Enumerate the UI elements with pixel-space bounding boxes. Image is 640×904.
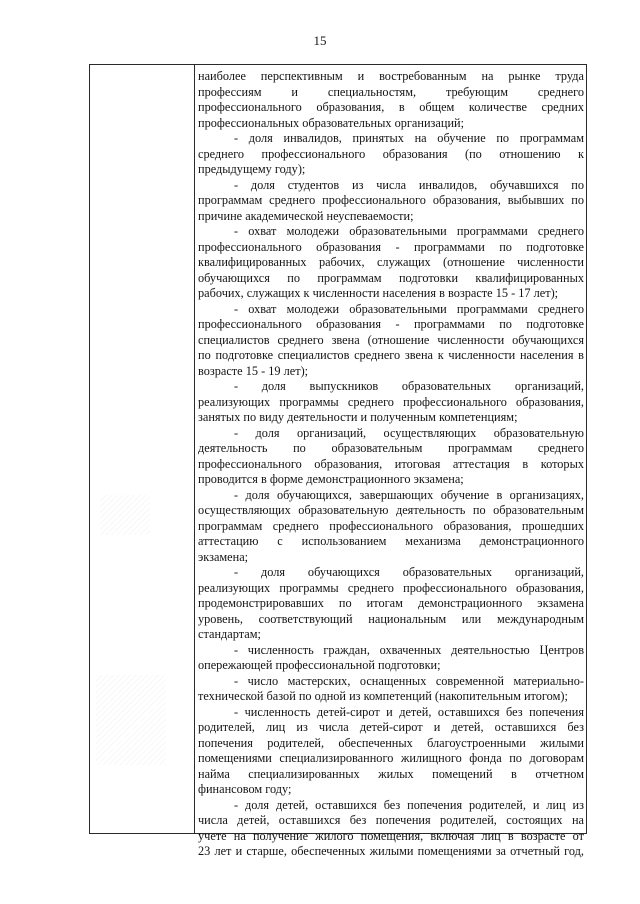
text-line: родителей, лиц из числа детей-сирот и детей, оставшихся без (198, 720, 584, 734)
scan-noise-left (96, 675, 166, 765)
text-line: рабочих, служащих к численности населения в возрасте 15 - 17 лет); (198, 286, 559, 300)
text-line: помещениями специализированного жилищного фонда по договорам (198, 751, 584, 765)
text-line: - доля обучающихся образовательных организаций, (234, 565, 584, 579)
text-line: программам среднего профессионального образования, прошедших (198, 518, 584, 533)
text-line: - число мастерских, оснащенных современной материально- (234, 673, 584, 688)
text-line: наиболее перспективным и востребованным на рынке труда (198, 69, 584, 83)
text-line: - охват молодежи образовательными программами среднего (234, 301, 584, 316)
text-line: профессионального образования, итоговая аттестация в которых (198, 456, 584, 471)
text-line: предыдущему году); (198, 162, 306, 176)
document-table (89, 64, 587, 858)
text-line: реализующих программы среднего профессионального образования, (198, 394, 584, 409)
text-line: квалифицированных рабочих, служащих (отношение численности (198, 255, 584, 269)
text-line: аттестацию с использованием механизма демонстрационного (198, 534, 584, 548)
text-line: занятых по виду деятельности и полученным компетенциям; (198, 410, 518, 424)
text-line: профессионального образования, в общем количестве средних (198, 100, 584, 114)
text-line: профессиональных образовательных организаций; (198, 115, 465, 130)
text-line: - численность детей-сирот и детей, оставшихся без попечения (234, 704, 584, 719)
text-line: по подготовке специалистов среднего звена к численности населения в (198, 348, 584, 362)
text-line: технической базой по одной из компетенций (накопительным итогом); (198, 689, 568, 703)
text-line: специалистов среднего звена (отношение численности обучающихся (198, 332, 584, 347)
text-line: опережающей профессиональной подготовки; (198, 658, 441, 672)
text-line: осуществляющих образовательную деятельность по образовательным (198, 503, 584, 517)
text-line: возрасте 15 - 19 лет); (198, 363, 309, 378)
text-line: профессионального образования - программами по подготовке (198, 317, 584, 331)
left-column-cell (90, 65, 195, 833)
text-line: - доля студентов из числа инвалидов, обучавшихся по (234, 177, 584, 192)
text-line: 23 лет и старше, обеспеченных жилыми помещениями за отчетный год, (198, 844, 584, 858)
scan-noise-left-lower (100, 495, 150, 535)
text-line: - охват молодежи образовательными программами среднего (234, 224, 584, 238)
text-line: - доля обучающихся, завершающих обучение в организациях, (234, 487, 584, 502)
text-line: попечения родителей, обеспеченных благоустроенными жилыми (198, 735, 584, 750)
text-line: причине академической неуспеваемости; (198, 208, 414, 223)
text-line: - доля инвалидов, принятых на обучение по программам (234, 131, 584, 145)
text-line: продемонстрировавших по итогам демонстрационного экзамена (198, 596, 584, 610)
text-line: профессионального образования - программами по подготовке (198, 239, 584, 254)
text-line: учете на получение жилого помещения, включая лиц в возрасте от (198, 828, 584, 843)
text-line: - численность граждан, охваченных деятельностью Центров (234, 642, 584, 657)
text-line: программам среднего профессионального образования, выбывших по (198, 193, 584, 207)
text-line: среднего профессионального образования (по отношению к (198, 146, 584, 161)
text-line: реализующих программы среднего профессионального образования, (198, 580, 584, 595)
text-line: числа детей, оставшихся без попечения родителей, состоящих на (198, 813, 584, 827)
text-line: обучающихся по программам подготовки квалифицированных (198, 270, 584, 285)
text-line: проводится в форме демонстрационного экзамена; (198, 472, 464, 486)
right-column-cell (195, 65, 586, 858)
text-line: экзамена; (198, 549, 249, 564)
text-line: профессиям и специальностям, требующим среднего (198, 84, 584, 99)
text-line: стандартам; (198, 627, 261, 641)
text-line: уровень, соответствующий национальным или международным (198, 611, 584, 626)
text-line: - доля выпускников образовательных организаций, (234, 379, 584, 393)
text-line: найма специализированных жилых помещений в отчетном (198, 766, 584, 781)
page-number: 15 (313, 33, 327, 48)
text-line: деятельность по образовательным программам среднего (198, 441, 584, 455)
text-line: - доля детей, оставшихся без попечения родителей, и лиц из (234, 797, 584, 812)
text-line: - доля организаций, осуществляющих образовательную (234, 425, 584, 440)
text-line: финансовом году; (198, 782, 292, 796)
